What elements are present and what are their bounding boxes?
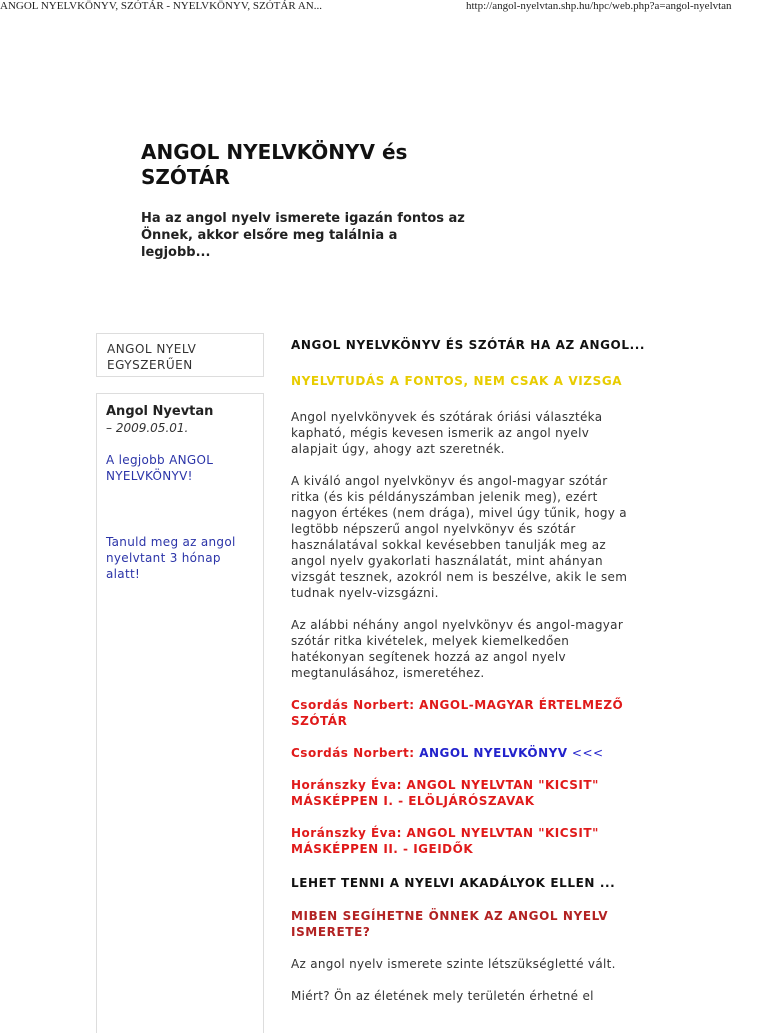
sidebar-link-line: alatt! [106, 567, 141, 581]
book-link-dictionary[interactable]: Csordás Norbert: ANGOL-MAGYAR ÉRTELMEZŐ SZÓTÁR [291, 698, 624, 728]
book-link-grammar-tenses[interactable]: Horánszky Éva: ANGOL NYELVTAN "KICSIT" MÁSKÉPPEN II. - IGEIDŐK [291, 826, 599, 856]
subheading-yellow: NYELVTUDÁS A FONTOS, NEM CSAK A VIZSGA [291, 374, 623, 388]
tagline-line: Önnek, akkor elsőre meg találnia a [141, 228, 398, 243]
site-title-line: SZÓTÁR [141, 165, 230, 189]
tagline-line: legjobb... [141, 245, 211, 260]
post-date: – 2009.05.01. [106, 421, 189, 435]
site-tagline [141, 210, 501, 261]
book-link-coursebook[interactable]: ANGOL NYELVKÖNYV [419, 746, 568, 760]
sidebar-posts-box [96, 393, 264, 1033]
subheading-red: MIBEN SEGÍHETNE ÖNNEK AZ ANGOL NYELV ISMERETE? [291, 909, 609, 939]
site-title [141, 140, 501, 190]
book-link-grammar-prepositions[interactable]: Horánszky Éva: ANGOL NYELVTAN "KICSIT" MÁSKÉPPEN I. - ELÖLJÁRÓSZAVAK [291, 778, 599, 808]
paragraph: Az alábbi néhány angol nyelvkönyv és angol-magyar szótár ritka kivételek, melyek kiemelkedően hatékonyan segítenek hozzá az angol nyelv megtanulásához, ismeretéhez. [291, 618, 624, 680]
site-header [141, 140, 501, 261]
sidebar-nav-line: ANGOL NYELV [107, 342, 197, 356]
print-page-title: ANGOL NYELVKÖNYV, SZÓTÁR - NYELVKÖNYV, SZÓTÁR AN... [0, 0, 322, 12]
print-header [0, 0, 768, 16]
sidebar-link-best-book[interactable] [106, 452, 263, 484]
book-line-coursebook [291, 745, 663, 761]
sidebar-nav-line: EGYSZERŰEN [107, 358, 193, 372]
tagline-line: Ha az angol nyelv ismerete igazán fontos az [141, 211, 465, 226]
sidebar-link-learn-grammar[interactable] [106, 534, 263, 582]
sidebar-nav-box [96, 333, 264, 377]
paragraph: Angol nyelvkönyvek és szótárak óriási választéka kapható, mégis kevesen ismerik az angol nyelv alapjait úgy, ahogy azt szeretnék. [291, 410, 603, 456]
paragraph: Miért? Ön az életének mely területén érhetné el [291, 989, 594, 1003]
paragraph: Az angol nyelv ismerete szinte létszükségletté vált. [291, 957, 616, 971]
section-heading: LEHET TENNI A NYELVI AKADÁLYOK ELLEN ... [291, 876, 616, 890]
sidebar-link-line: A legjobb ANGOL [106, 453, 214, 467]
print-page-url: http://angol-nyelvtan.shp.hu/hpc/web.php?a=angol-nyelvtan [466, 0, 732, 12]
sidebar-link-line: nyelvtant 3 hónap [106, 551, 221, 565]
book-author: Csordás Norbert: [291, 746, 420, 760]
main-content [291, 337, 663, 1004]
site-title-line: ANGOL NYELVKÖNYV és [141, 140, 408, 164]
paragraph: A kiváló angol nyelvkönyv és angol-magyar szótár ritka (és kis példányszámban jelenik meg), ezért nagyon értékes (nem drága), mivel úgy tűnik, hogy a legtöbb népszerű angol nyelvkönyv és szótár használatával sokkal kevésebben tanulják meg az angol nyelv gyakorlati használatát, mint ahányan vizsgát tesznek, azokról nem is beszélve, akik le sem tudnak nyelv-vizsgázni. [291, 474, 628, 600]
post-author: Angol Nyevtan [106, 404, 214, 419]
arrows-indicator: <<< [567, 746, 604, 760]
sidebar-link-line: NYELVKÖNYV! [106, 469, 193, 483]
sidebar-link-line: Tanuld meg az angol [106, 535, 236, 549]
sidebar-nav-link[interactable] [107, 341, 263, 373]
section-heading: ANGOL NYELVKÖNYV ÉS SZÓTÁR HA AZ ANGOL... [291, 338, 646, 352]
